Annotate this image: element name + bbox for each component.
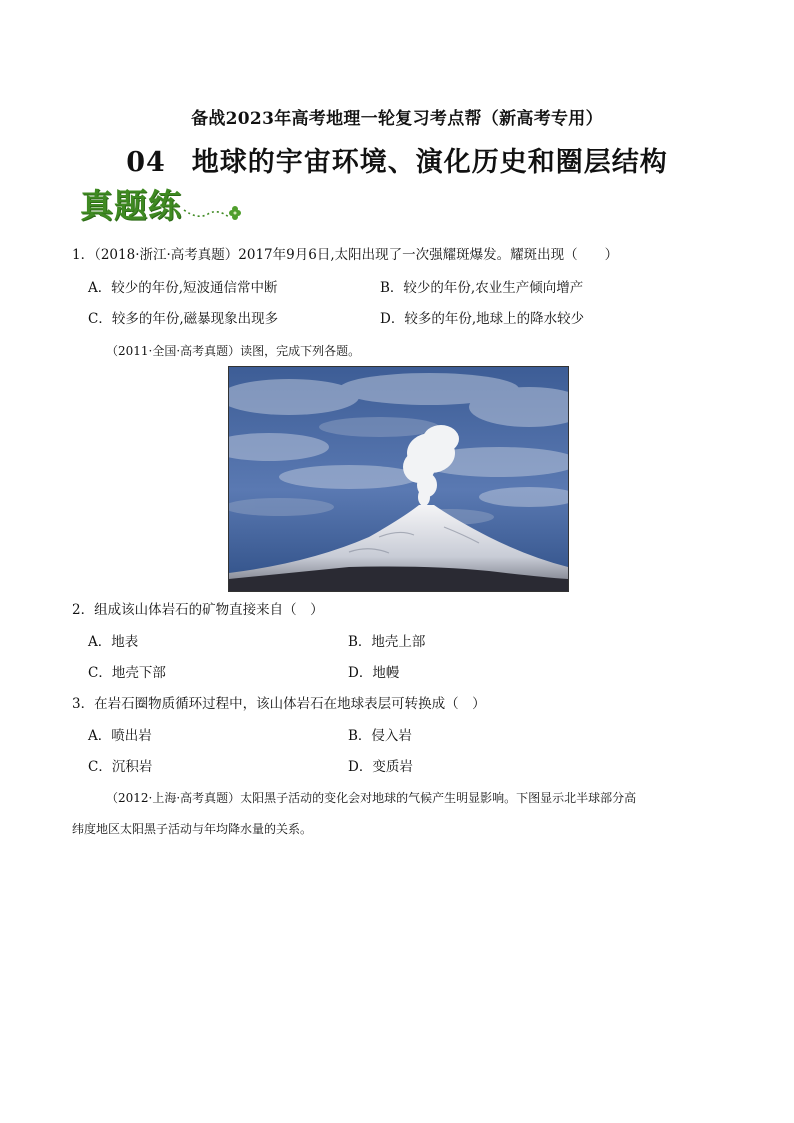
question-1-option-a: A．较少的年份,短波通信常中断 [88,280,278,296]
question-group-intro: （2011·全国·高考真题）读图，完成下列各题。 [106,344,361,358]
question-text: 组成该山体岩石的矿物直接来自（ ） [94,602,324,618]
chapter-number: 04 [126,147,166,178]
question-number: 1． [72,247,95,263]
section-badge-label: 真题练 [80,186,182,225]
document-header: 备战2023年高考地理一轮复习考点帮（新高考专用） [191,109,603,129]
question-1 [72,245,618,265]
question-number: 2． [72,602,95,618]
question-3-option-a: A．喷出岩 [88,728,152,744]
question-text: （2018·浙江·高考真题）2017年9月6日,太阳出现了一次强耀斑爆发。耀斑出现（ ） [94,247,619,263]
question-1-option-b: B．较少的年份,农业生产倾向增产 [380,280,584,296]
question-2-option-b: B．地壳上部 [348,634,426,650]
question-3-option-b: B．侵入岩 [348,728,412,744]
question-3 [72,694,486,714]
question-group-intro-2-line-2: 纬度地区太阳黑子活动与年均降水量的关系。 [72,822,313,836]
chapter-title-text: 地球的宇宙环境、演化历史和圈层结构 [191,147,668,178]
chapter-title [0,140,794,179]
question-3-option-c: C．沉积岩 [88,759,153,775]
question-2-option-a: A．地表 [88,634,139,650]
question-2 [72,600,324,620]
question-group-intro-2-line-1: （2012·上海·高考真题）太阳黑子活动的变化会对地球的气候产生明显影响。下图显示北半球部分高 [106,791,637,805]
question-text: 在岩石圈物质循环过程中，该山体岩石在地球表层可转换成（ ） [94,696,486,712]
question-2-option-d: D．地幔 [348,665,400,681]
question-number: 3． [72,696,95,712]
section-badge [80,180,260,228]
question-1-option-c: C．较多的年份,磁暴现象出现多 [88,311,279,327]
question-1-option-d: D．较多的年份,地球上的降水较少 [380,311,585,327]
question-3-option-d: D．变质岩 [348,759,413,775]
question-2-option-c: C．地壳下部 [88,665,166,681]
clover-vine-icon [80,180,260,228]
volcano-photo [228,366,569,592]
